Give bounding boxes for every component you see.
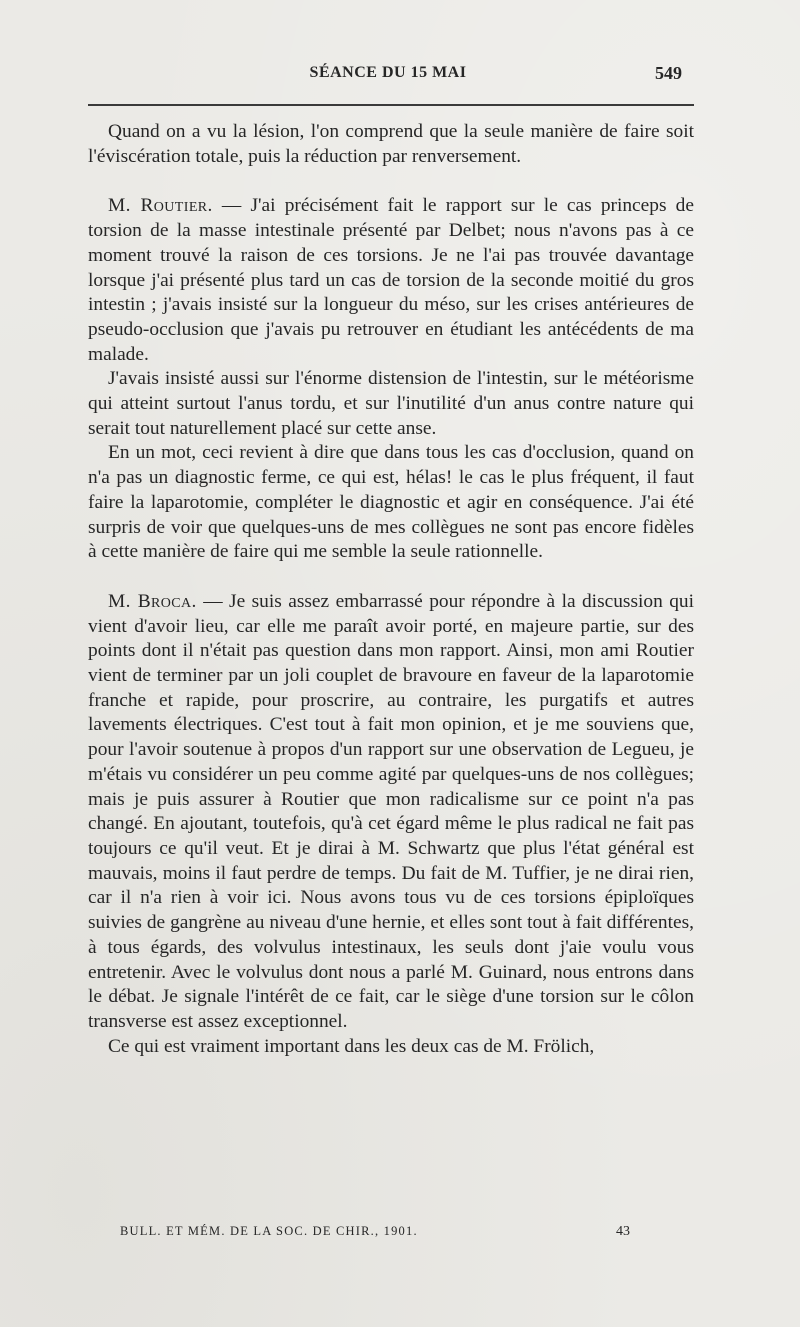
header-rule: [88, 104, 694, 106]
paragraph-text: J'avais insisté aussi sur l'énorme distension de l'intestin, sur le météorisme qui atteint surtout l'anus tordu, et sur l'inutilité d'un anus contre nature qui serait tout naturellement placé sur cette anse.: [88, 368, 694, 439]
body-text: [88, 120, 694, 1059]
paragraph-text: — J'ai précisément fait le rapport sur le cas princeps de torsion de la masse intestinale présenté par Delbet; nous n'avons pas à ce moment trouvé la raison de ces torsions. Je ne l'ai pas trouvée davantage lorsque j'ai présenté plus tard un cas de torsion de la seconde moitié du gros intestin ; j'avais insisté sur la longueur du méso, sur les crises antérieures de pseudo-occlusion que j'avais pu retrouver en étudiant les antécédents de ma malade.: [88, 195, 694, 365]
paragraph-speech-routier: [88, 194, 694, 367]
footer-citation: BULL. ET MÉM. DE LA SOC. DE CHIR., 1901.: [120, 1224, 418, 1238]
paragraph: [88, 441, 694, 565]
footer-signature-number: 43: [616, 1224, 630, 1239]
paragraph-text: — Je suis assez embarrassé pour répondre à la discussion qui vient d'avoir lieu, car elle me paraît avoir porté, en majeure partie, sur des points dont il n'était pas question dans mon rapport. Ainsi, mon ami Routier vient de terminer par un joli couplet de bravoure en faveur de la laparotomie franche et rapide, pour proscrire, au contraire, les purgatifs et autres lavements électriques. C'est tout à fait mon opinion, et je me souviens que, pour l'avoir soutenue à propos d'un rapport sur une observation de Legueu, je m'étais vu considérer un peu comme agité par quelques-uns de nos collègues; mais je puis assurer à Routier que mon radicalisme sur ce point n'a pas changé. En ajoutant, toutefois, qu'à cet égard même le plus radical ne fait pas toujours ce qu'il veut. Et je dirai à M. Schwartz que plus l'état général est mauvais, moins il faut perdre de temps. Du fait de M. Tuffier, je ne dirai rien, car il n'a rien à voir ici. Nous avons tous vu de ces torsions épiploïques suivies de gangrène au niveau d'une hernie, et elles sont tout à fait différentes, à tous égards, des volvulus intestinaux, les seuls dont j'aie voulu vous entretenir. Avec le volvulus dont nous a parlé M. Guinard, nous entrons dans le débat. Je signale l'intérêt de ce fait, car le siège d'une torsion sur le côlon transverse est assez exceptionnel.: [88, 590, 694, 1032]
paragraph-speech-broca: [88, 590, 694, 1035]
running-head: SÉANCE DU 15 MAI: [309, 64, 467, 81]
paragraph-text: Ce qui est vraiment important dans les deux cas de M. Frölich,: [108, 1035, 595, 1057]
speaker-name: M. Broca.: [108, 590, 197, 612]
page-number: 549: [655, 63, 682, 83]
page-header: [88, 64, 688, 88]
paragraph-text: Quand on a vu la lésion, l'on comprend que la seule manière de faire soit l'éviscération totale, puis la réduction par renversement.: [88, 121, 694, 167]
paragraph: [88, 367, 694, 441]
speaker-name: M. Routier.: [108, 195, 213, 217]
page-footer: [120, 1224, 630, 1244]
paragraph-text: En un mot, ceci revient à dire que dans tous les cas d'occlusion, quand on n'a pas un diagnostic ferme, ce qui est, hélas! le cas le plus fréquent, il faut faire la laparotomie, compléter le diagnostic et agir en conséquence. J'ai été surpris de voir que quelques-uns de mes collègues ne sont pas encore fidèles à cette manière de faire qui me semble la seule rationnelle.: [88, 442, 694, 563]
paragraph: [88, 120, 694, 169]
paragraph: [88, 1035, 694, 1060]
